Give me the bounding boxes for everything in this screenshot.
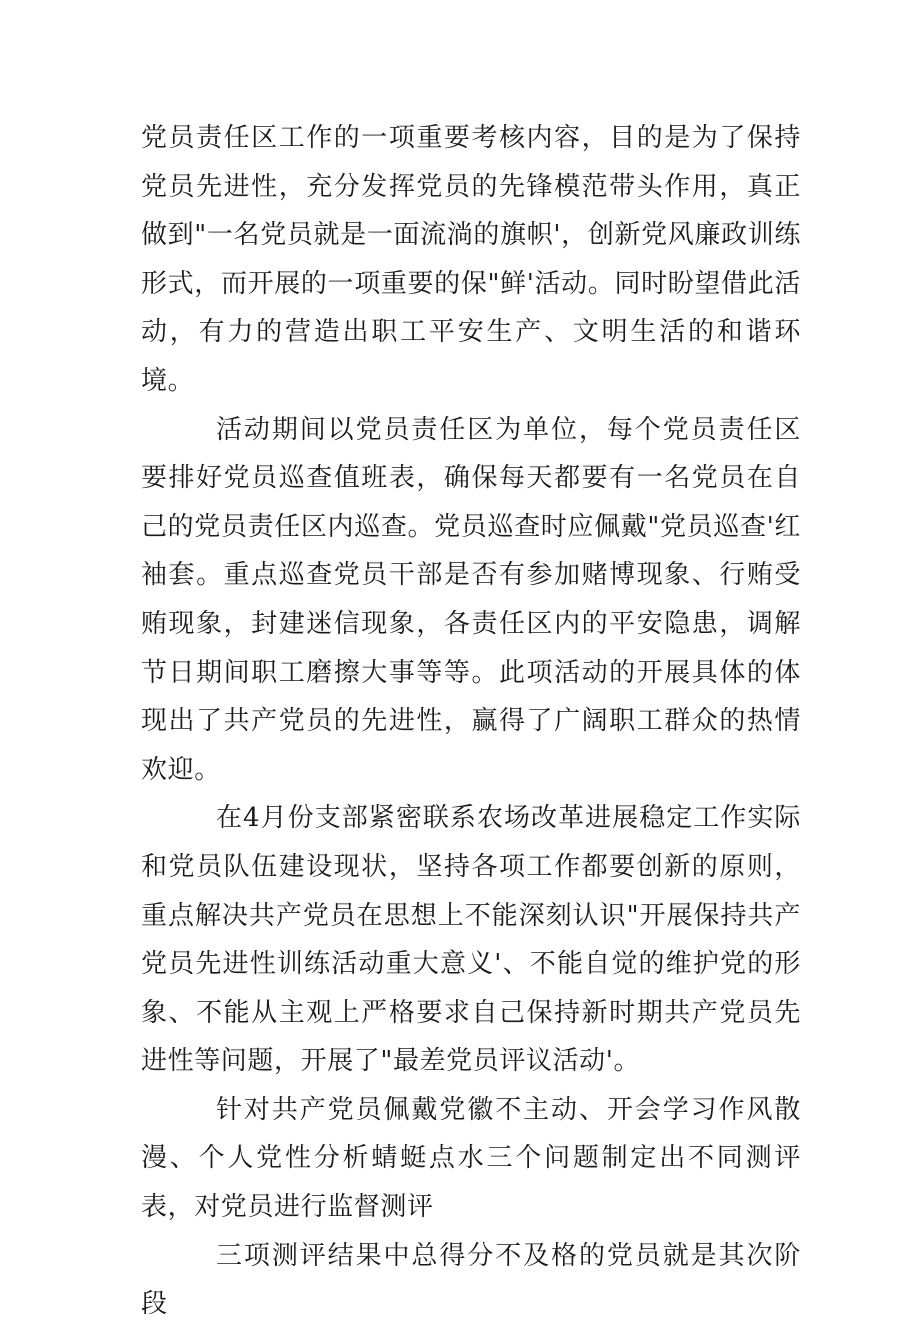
document-body [141,114,801,1329]
paragraph-4: 针对共产党员佩戴党徽不主动、开会学习作风散漫、个人党性分析蜻蜓点水三个问题制定出不同测评表，对党员进行监督测评 [141,1094,801,1223]
paragraph-1: 党员责任区工作的一项重要考核内容，目的是为了保持党员先进性，充分发挥党员的先锋模范带头作用，真正做到"一名党员就是一面流淌的旗帜'，创新党风廉政训练形式，而开展的一项重要的保"鲜'活动。同时盼望借此活动，有力的营造出职工平安生产、文明生活的和谐环境。 [141,123,801,396]
paragraph-3: 在4月份支部紧密联系农场改革进展稳定工作实际和党员队伍建设现状，坚持各项工作都要创新的原则，重点解决共产党员在思想上不能深刻认识"开展保持共产党员先进性训练活动重大意义'、不能自觉的维护党的形象、不能从主观上严格要求自己保持新时期共产党员先进性等问题，开展了"最差党员评议活动'。 [141,803,801,1077]
paragraph-2: 活动期间以党员责任区为单位，每个党员责任区要排好党员巡查值班表，确保每天都要有一名党员在自己的党员责任区内巡查。党员巡查时应佩戴"党员巡查'红袖套。重点巡查党员干部是否有参加赌博现象、行贿受贿现象，封建迷信现象，各责任区内的平安隐患，调解节日期间职工磨擦大事等等。此项活动的开展具体的体现出了共产党员的先进性，赢得了广阔职工群众的热情欢迎。 [141,414,801,785]
paragraph-5: 三项测评结果中总得分不及格的党员就是其次阶段 [141,1240,801,1320]
